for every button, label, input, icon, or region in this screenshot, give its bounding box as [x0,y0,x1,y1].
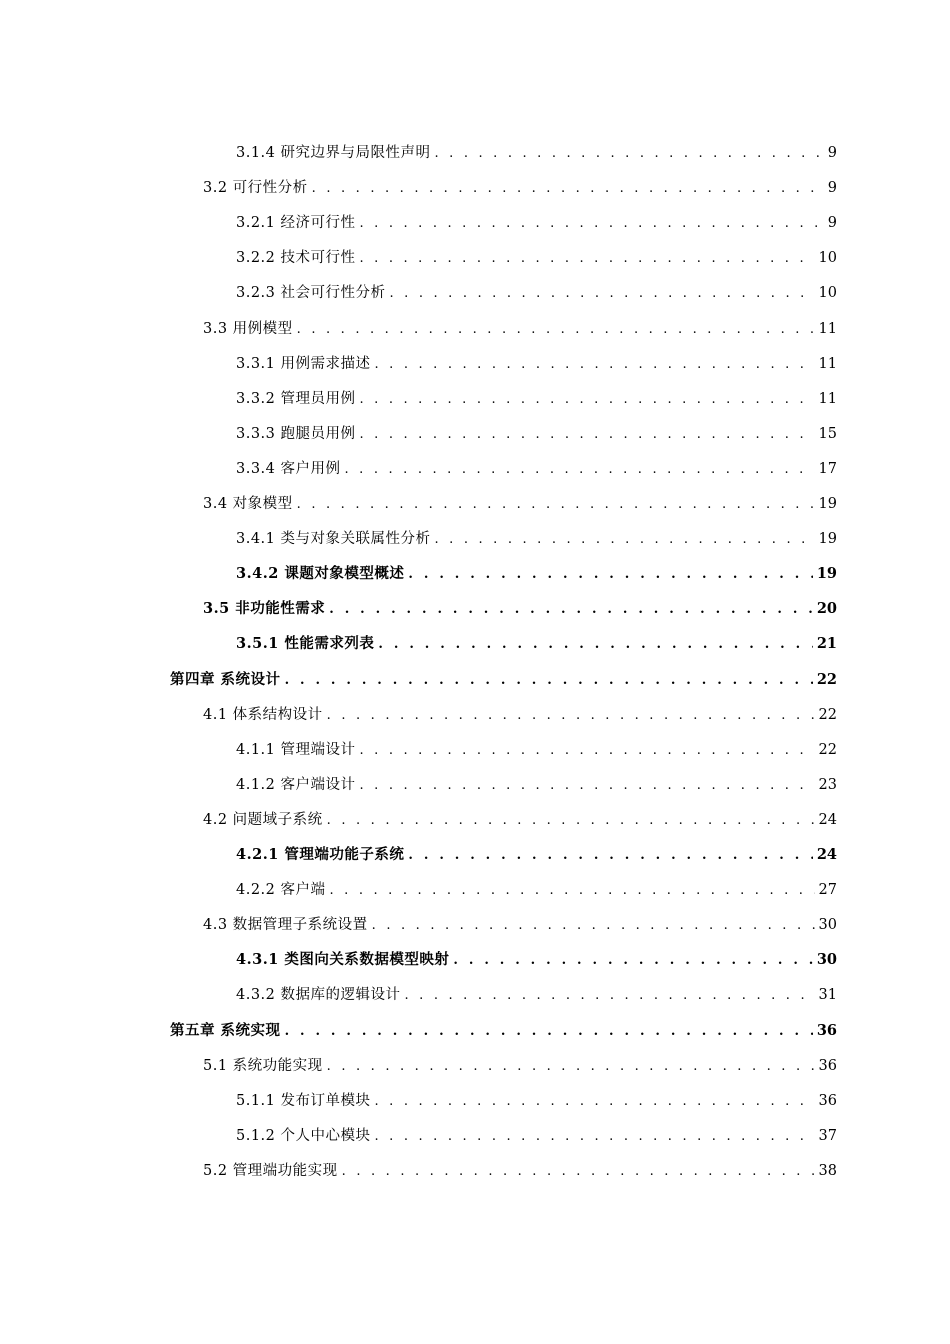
toc-dot-leader [360,423,815,447]
toc-entry-label: 3.1.4 研究边界与局限性声明 [236,145,431,161]
toc-page-number: 22 [818,707,837,723]
toc-dot-leader [375,1125,815,1149]
toc-entry[interactable] [236,211,837,235]
toc-page-number: 36 [818,1093,837,1109]
toc-entry-label: 3.2.2 技术可行性 [236,250,356,266]
toc-entry-label: 4.3.2 数据库的逻辑设计 [236,987,401,1003]
toc-dot-leader [329,598,813,622]
toc-entry-label: 第四章 系统设计 [170,671,281,688]
toc-entry[interactable] [236,773,837,797]
toc-entry[interactable] [170,1019,837,1043]
toc-page-number: 30 [816,951,837,968]
toc-entry-label: 4.1.2 客户端设计 [236,777,356,793]
toc-entry[interactable] [236,422,837,446]
toc-entry-label: 5.1.1 发布订单模块 [236,1093,371,1109]
toc-entry-label: 3.2 可行性分析 [203,180,308,196]
toc-page-number: 36 [818,1058,837,1074]
toc-page-number: 21 [816,635,837,652]
toc-dot-leader [408,844,812,868]
toc-dot-leader [435,528,815,552]
toc-dot-leader [360,388,815,412]
toc-entry-label: 3.2.3 社会可行性分析 [236,285,386,301]
toc-dot-leader [453,949,812,973]
toc-page-number: 19 [816,565,837,582]
toc-dot-leader [435,142,821,166]
toc-page-number: 19 [818,496,837,512]
toc-dot-leader [327,704,815,728]
toc-page-number: 22 [816,671,837,688]
toc-entry[interactable] [203,492,837,516]
toc-dot-leader [312,177,821,201]
toc-dot-leader [297,318,815,342]
toc-entry[interactable] [236,281,837,305]
toc-dot-leader [360,739,815,763]
toc-entry-label: 4.1 体系结构设计 [203,707,323,723]
toc-page-number: 9 [827,215,837,231]
toc-page-number: 24 [816,846,837,863]
toc-dot-leader [372,914,815,938]
toc-entry-label: 5.1.2 个人中心模块 [236,1128,371,1144]
toc-entry[interactable] [203,317,837,341]
toc-entry-label: 4.2.1 管理端功能子系统 [236,846,405,863]
toc-entry-label: 3.5 非功能性需求 [203,600,326,617]
toc-entry-label: 5.1 系统功能实现 [203,1058,323,1074]
toc-entry[interactable] [236,1124,837,1148]
toc-entry[interactable] [236,738,837,762]
toc-dot-leader [297,493,815,517]
toc-entry[interactable] [236,632,837,656]
toc-entry[interactable] [236,1089,837,1113]
toc-page-number: 11 [818,391,837,407]
toc-dot-leader [345,458,815,482]
toc-dot-leader [330,879,815,903]
toc-page-number: 38 [818,1163,837,1179]
toc-entry-label: 3.3.3 跑腿员用例 [236,426,356,442]
toc-entry-label: 第五章 系统实现 [170,1022,281,1039]
toc-entry[interactable] [236,562,837,586]
toc-entry-label: 3.3.4 客户用例 [236,461,341,477]
toc-dot-leader [378,633,812,657]
toc-page-number: 37 [818,1128,837,1144]
toc-page-number: 24 [818,812,837,828]
toc-page-number: 10 [818,285,837,301]
toc-entry[interactable] [203,808,837,832]
toc-entry-label: 4.2 问题域子系统 [203,812,323,828]
toc-page-number: 36 [816,1022,837,1039]
toc-dot-leader [327,809,815,833]
toc-page-number: 22 [818,742,837,758]
toc-dot-leader [390,282,815,306]
toc-dot-leader [327,1055,815,1079]
toc-page-number: 11 [818,356,837,372]
toc-entry[interactable] [203,1054,837,1078]
toc-dot-leader [360,247,815,271]
toc-entry[interactable] [170,668,837,692]
toc-entry-label: 3.3.2 管理员用例 [236,391,356,407]
toc-dot-leader [408,563,812,587]
toc-entry-label: 5.2 管理端功能实现 [203,1163,338,1179]
toc-page-number: 27 [818,882,837,898]
toc-page-number: 17 [818,461,837,477]
toc-dot-leader [285,1020,813,1044]
toc-entry[interactable] [236,387,837,411]
toc-page-number: 31 [818,987,837,1003]
toc-page-number: 10 [818,250,837,266]
toc-entry[interactable] [236,843,837,867]
toc-page-number: 15 [818,426,837,442]
toc-dot-leader [285,669,813,693]
toc-entry[interactable] [203,1159,837,1183]
toc-entry[interactable] [203,913,837,937]
toc-entry[interactable] [236,246,837,270]
toc-entry[interactable] [236,948,837,972]
toc-page-number: 20 [816,600,837,617]
toc-entry[interactable] [236,352,837,376]
toc-entry-label: 3.4 对象模型 [203,496,293,512]
toc-page-number: 11 [818,321,837,337]
toc-entry-label: 4.1.1 管理端设计 [236,742,356,758]
toc-entry[interactable] [203,597,837,621]
toc-page-number: 19 [818,531,837,547]
toc-entry-label: 3.2.1 经济可行性 [236,215,356,231]
toc-entry-label: 3.4.1 类与对象关联属性分析 [236,531,431,547]
toc-page-number: 9 [827,145,837,161]
toc-entry-label: 4.3 数据管理子系统设置 [203,917,368,933]
toc-entry[interactable] [203,703,837,727]
toc-entry-label: 3.4.2 课题对象模型概述 [236,565,405,582]
toc-entry-label: 4.2.2 客户端 [236,882,326,898]
toc-dot-leader [342,1160,815,1184]
toc-entry[interactable] [236,141,837,165]
toc-dot-leader [405,984,815,1008]
toc-entry[interactable] [203,176,837,200]
toc-dot-leader [375,1090,815,1114]
toc-entry-label: 4.3.1 类图向关系数据模型映射 [236,951,450,968]
toc-entry[interactable] [236,983,837,1007]
toc-dot-leader [375,353,815,377]
toc-entry-label: 3.3 用例模型 [203,321,293,337]
toc-entry-label: 3.3.1 用例需求描述 [236,356,371,372]
toc-page-number: 30 [818,917,837,933]
toc-entry[interactable] [236,457,837,481]
toc-page-number: 23 [818,777,837,793]
toc-page-number: 9 [827,180,837,196]
toc-dot-leader [360,212,821,236]
toc-entry-label: 3.5.1 性能需求列表 [236,635,375,652]
toc-dot-leader [360,774,815,798]
toc-entry[interactable] [236,527,837,551]
toc-entry[interactable] [236,878,837,902]
